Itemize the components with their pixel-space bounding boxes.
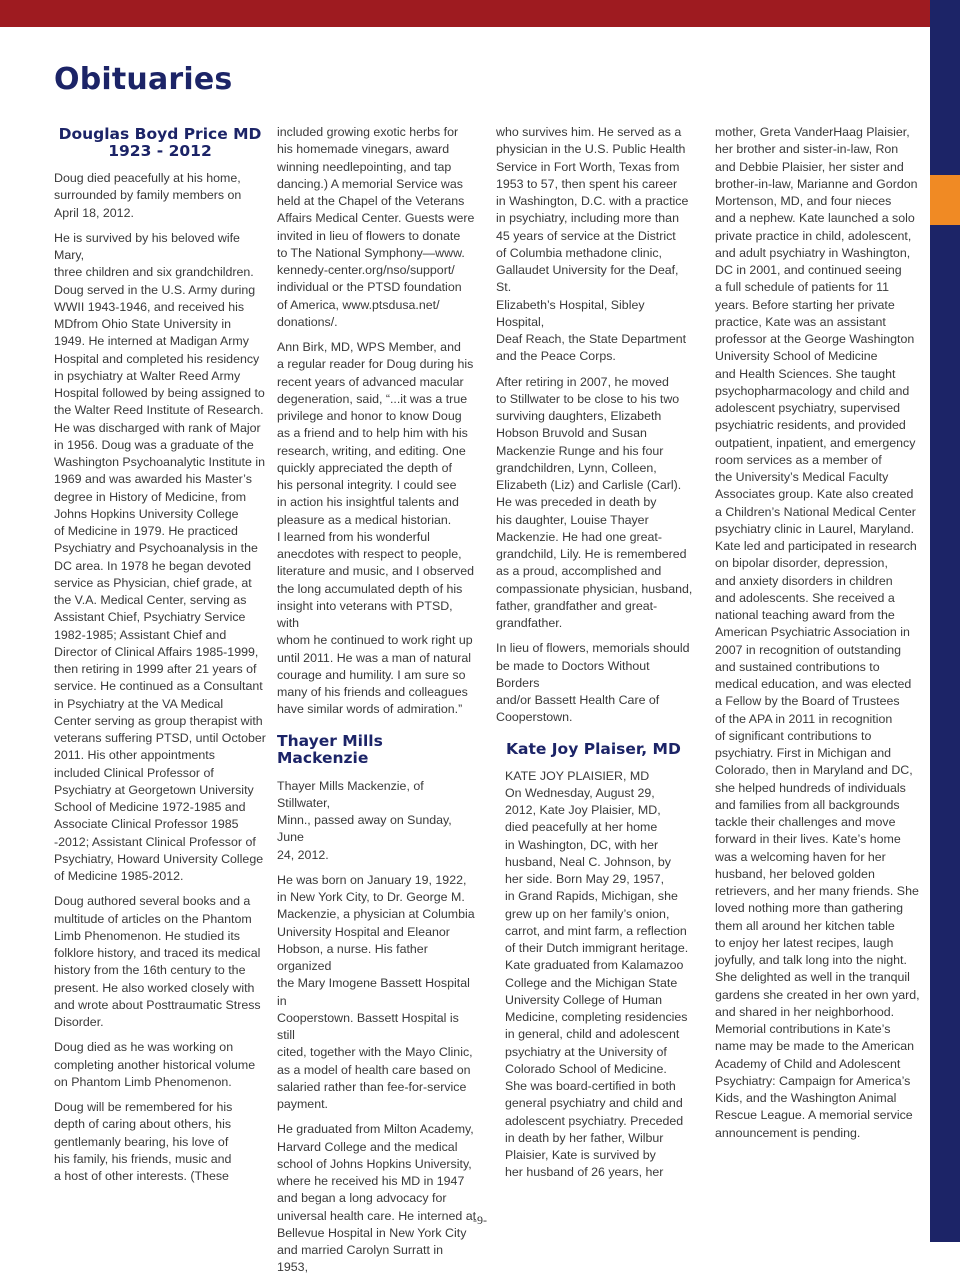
paragraph: He was born on January 19, 1922, in New York City, to Dr. George M. Mackenzie, a physician at Columbia University Hospital and Eleanor Hobson, a nurse. His father organized the Mary Imogene Bassett Hospital in Cooperstown. Bassett Hospital is still cited, together with the Mayo Clinic, as a model of health care based on salaried rather than fee-for-service payment. — [277, 872, 475, 1111]
paragraph: Doug died as he was working on completing another historical volume on Phantom Limb Phenomenon. — [54, 1040, 256, 1089]
paragraph: Thayer Mills Mackenzie, of Stillwater, Minn., passed away on Sunday, June 24, 2012. — [277, 778, 452, 862]
paragraph: In lieu of flowers, memorials should be made to Doctors Without Borders and/or Bassett Health Care of Cooperstown. — [496, 641, 690, 725]
column-4 — [715, 124, 920, 1150]
column-3 — [496, 124, 696, 1190]
obituary-heading-thayer-mackenzie: Thayer Mills Mackenzie — [277, 731, 383, 767]
paragraph: mother, Greta VanderHaag Plaisier, her brother and sister-in-law, Ron and Debbie Plaisier, her sister and brother-in-law, Marianne and Gordon Mortenson, MD, and four nieces and a nephew. Kate launched a solo private practice in child, adolescent, and adult psychiatry in Washington, DC in 2001, and continued seeing a full schedule of patients for 11 years. Before starting her private practice, Kate was an assistant professor at the George Washington University School of Medicine and Health Sciences. She taught psychopharmacology and child and adolescent psychiatry, supervised psychiatric residents, and provided outpatient, inpatient, and emergency room services as a member of the University’s Medical Faculty Associates group. Kate also created a Children’s National Medical Center psychiatry clinic in Laurel, Maryland. Kate led and participated in research on bipolar disorder, depression, and anxiety disorders in children and adolescents. She received a national teaching award from the American Psychiatric Association in 2007 in recognition of outstanding and sustained contributions to medical education, and was elected a Fellow by the Board of Trustees of the APA in 2011 in recognition of significant contributions to psychiatry. First in Michigan and Colorado, then in Maryland and DC, she helped hundreds of individuals and families from all backgrounds tackle their challenges and move forward in their lives. Kate’s home was a welcoming haven for her husband, her beloved golden retrievers, and her many friends. She loved nothing more than gathering them all around her kitchen table to enjoy her latest recipes, laugh joyfully, and talk long into the night. She delighted as well in the tranquil gardens she created in her own yard, and shared in her neighborhood. Memorial contributions in Kate’s name may be made to the American Academy of Child and Adolescent Psychiatry: Campaign for America’s Kids, and the Washington Animal Rescue League. A memorial service announcement is pending. — [715, 125, 920, 1140]
side-banner-accent — [930, 175, 960, 225]
page-number: -9- — [473, 1213, 487, 1227]
paragraph: He graduated from Milton Academy, Harvard College and the medical school of Johns Hopkins University, where he received his MD in 1947 and began a long advocacy for universal health care. He interned at Bellevue Hospital in New York City and married Carolyn Surratt in 1953, — [277, 1122, 477, 1275]
column-2 — [277, 124, 477, 1285]
paragraph: He is survived by his beloved wife Mary, three children and six grandchildren. Doug served in the U.S. Army during WWII 1943-1946, and received his MDfrom Ohio State University in 1949. He interned at Madigan Army Hospital and completed his residency in psychiatry at Walter Reed Army Hospital followed by being assigned to the Walter Reed Institute of Research. He was discharged with rank of Major in 1956. Doug was a graduate of the Washington Psychoanalytic Institute in 1969 and was awarded his Master’s degree in History of Medicine, from Johns Hopkins University College of Medicine in 1979. He practiced Psychiatry and Psychoanalysis in the DC area. In 1978 he began devoted service as Physician, chief grade, at the V.A. Medical Center, serving as Assistant Chief, Psychiatry Service 1982-1985; Assistant Chief and Director of Clinical Affairs 1985-1999, then retiring in 1999 after 21 years of service. He continued as a Consultant in Psychiatry at the VA Medical Center serving as group therapist with veterans suffering PTSD, until October 2011. His other appointments included Clinical Professor of Psychiatry at Georgetown University School of Medicine 1972-1985 and Associate Clinical Professor 1985 -2012; Assistant Clinical Professor of Psychiatry, Howard University College of Medicine 1985-2012. — [54, 230, 266, 883]
paragraph: who survives him. He served as a physician in the U.S. Public Health Service in Fort Worth, Texas from 1953 to 57, then spent his career in Washington, D.C. with a practice in psychiatry, including more than 45 years of service at the District of Columbia methadone clinic, Gallaudet University for the Deaf, St. Elizabeth’s Hospital, Sibley Hospital, Deaf Reach, the State Department and the Peace Corps. — [496, 125, 689, 364]
column-1 — [54, 124, 266, 1193]
obituary-heading-douglas-price — [54, 126, 266, 160]
paragraph: included growing exotic herbs for his homemade vinegars, award winning needlepointing, and tap dancing.) A memorial Service was held at the Chapel of the Veterans Affairs Medical Center. Guests were invited in lieu of flowers to donate to The National Symphony—www. kennedy-center.org/nso/support/ individual or the PTSD foundation of America, www.ptsdusa.net/ donations/. — [277, 125, 475, 329]
top-banner — [0, 0, 930, 27]
paragraph: After retiring in 2007, he moved to Stillwater to be close to his two surviving daughters, Elizabeth Hobson Bruvold and Susan Mackenzie Runge and his four grandchildren, Lynn, Colleen, Elizabeth (Liz) and Carlisle (Carl). He was preceded in death by his daughter, Louise Thayer Mackenzie. He had one great- grandchild, Lily. He is remembered as a proud, accomplished and compassionate physician, husband, father, grandfather and great- grandfather. — [496, 374, 693, 630]
paragraph: Doug died peacefully at his home, surrounded by family members on April 18, 2012. — [54, 171, 242, 220]
obituary-heading-kate-plaiser: Kate Joy Plaiser, MD — [506, 739, 681, 758]
paragraph: Doug will be remembered for his depth of caring about others, his gentlemanly bearing, his love of his family, his friends, music and a host of other interests. (These — [54, 1100, 233, 1183]
obituary-name: Douglas Boyd Price MD — [58, 125, 262, 143]
obituary-dates: 1923 - 2012 — [108, 142, 212, 160]
paragraph: Ann Birk, MD, WPS Member, and a regular reader for Doug during his recent years of advanced macular degeneration, said, “...it was a true privilege and honor to know Doug as a friend and to help him with his research, writing, and editing. One quickly appreciated the depth of his personal integrity. I could see in action his insightful talents and pleasure as a medical historian. I learned from his wonderful anecdotes with respect to people, literature and music, and I observed the long accumulated depth of his insight into veterans with PTSD, with whom he continued to work right up until 2011. He was a man of natural courage and humility. I am sure so many of his friends and colleagues have similar words of admiration.” — [277, 340, 474, 717]
paragraph: Doug authored several books and a multitude of articles on the Phantom Limb Phenomenon. He studied its folklore history, and traced its medical history from the 16th century to the present. He also worked closely with and wrote about Posttraumatic Stress Disorder. — [54, 894, 261, 1029]
paragraph: KATE JOY PLAISIER, MD On Wednesday, August 29, 2012, Kate Joy Plaisier, MD, died peacefully at her home in Washington, DC, with her husband, Neal C. Johnson, by her side. Born May 29, 1957, in Grand Rapids, Michigan, she grew up on her family’s onion, carrot, and mint farm, a reflection of their Dutch immigrant heritage. Kate graduated from Kalamazoo College and the Michigan State University College of Human Medicine, completing residencies in general, child and adolescent psychiatry at the University of Colorado School of Medicine. She was board-certified in both general psychiatry and child and adolescent psychiatry. Preceded in death by her father, Wilbur Plaisier, Kate is survived by her husband of 26 years, her — [505, 768, 689, 1180]
page-title: Obituaries — [54, 62, 233, 97]
